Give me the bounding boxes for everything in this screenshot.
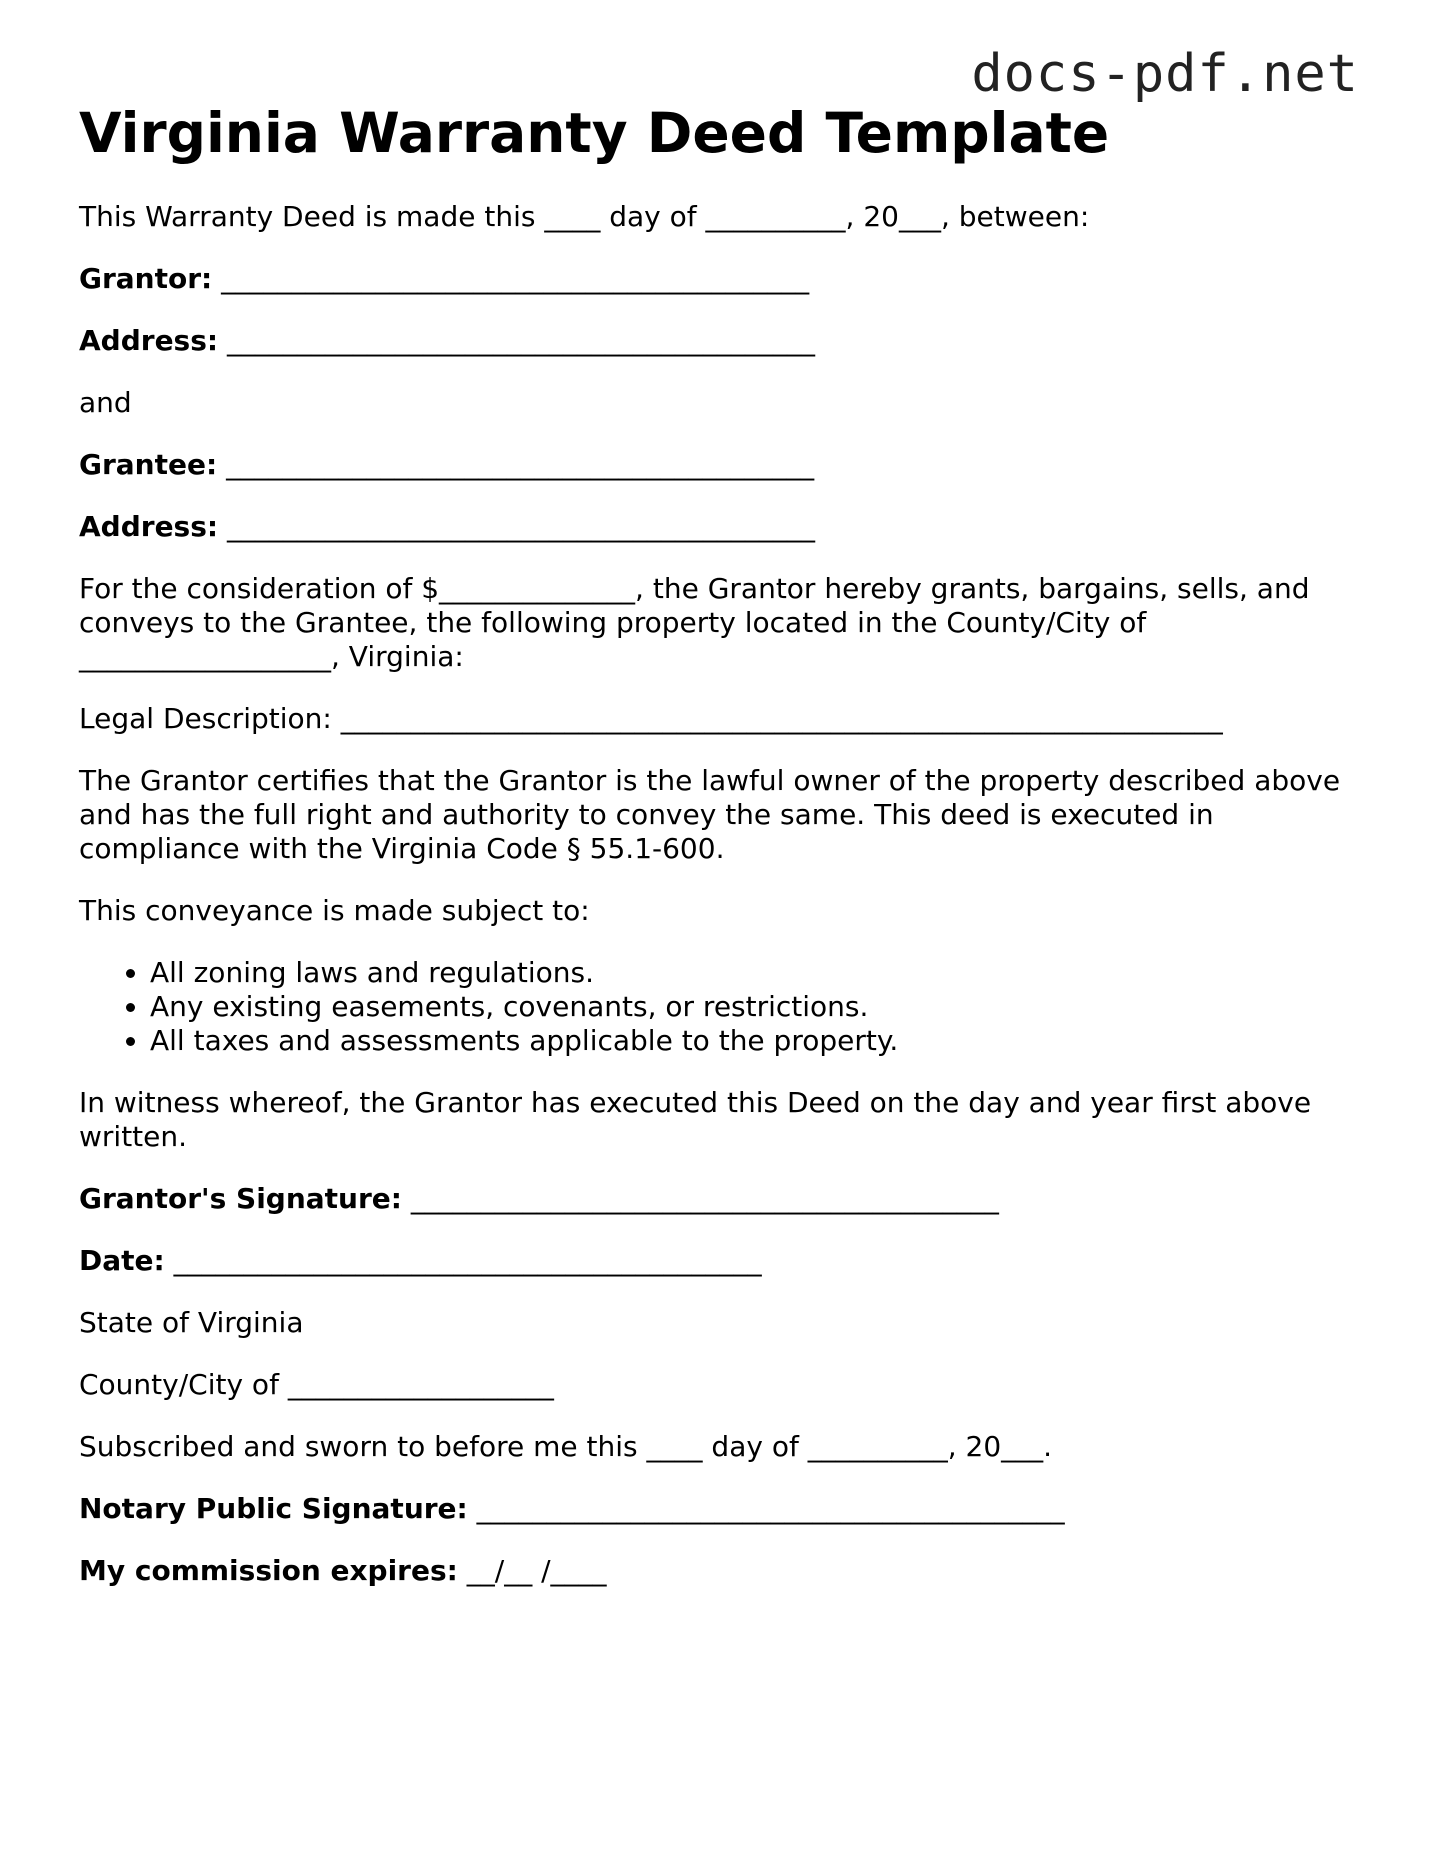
commission-field [79, 1554, 1369, 1588]
grantor-signature-field [79, 1182, 1369, 1216]
page-title: Virginia Warranty Deed Template [79, 101, 1110, 165]
intro-paragraph: This Warranty Deed is made this ____ day of __________, 20___, between: [79, 200, 1090, 233]
document-body [79, 100, 1369, 1616]
conditions-list [79, 956, 1369, 1058]
state-text: State of Virginia [79, 1306, 304, 1339]
date-label: Date: [79, 1244, 165, 1277]
grantee-address-label: Address: [79, 510, 219, 543]
grantee-address-field [79, 510, 1369, 544]
witness-paragraph: In witness whereof, the Grantor has executed this Deed on the day and year first above written. [79, 1086, 1312, 1153]
list-item: • Any existing easements, covenants, or restrictions. [150, 990, 1369, 1024]
consideration-paragraph: For the consideration of $______________, the Grantor hereby grants, bargains, sells, and conveys to the Grantee, the following property located in the County/City of __________________, Virginia: [79, 572, 1310, 673]
grantee-blank: __________________________________________ [226, 448, 815, 481]
grantor-blank: __________________________________________ [221, 262, 810, 295]
list-item: • All taxes and assessments applicable to the property. [150, 1024, 1369, 1058]
certification-paragraph: The Grantor certifies that the Grantor is the lawful owner of the property described above and has the full right and authority to convey the same. This deed is executed in compliance with the Virginia Code § 55.1-600. [79, 764, 1341, 865]
grantee-label: Grantee: [79, 448, 218, 481]
notary-signature-blank: __________________________________________ [476, 1492, 1065, 1525]
grantor-address-blank: __________________________________________ [227, 324, 815, 357]
watermark: docs-pdf.net [971, 44, 1359, 104]
grantee-address-blank: __________________________________________ [227, 510, 815, 543]
grantor-address-label: Address: [79, 324, 219, 357]
and-text: and [79, 386, 132, 419]
list-item: • All zoning laws and regulations. [150, 956, 1369, 990]
subject-intro: This conveyance is made subject to: [79, 894, 590, 927]
grantor-field [79, 262, 1369, 296]
legal-description: Legal Description: _______________________________________________________________ [79, 702, 1223, 735]
grantee-field [79, 448, 1369, 482]
commission-blank: __/__ /____ [466, 1554, 607, 1587]
notary-signature-label: Notary Public Signature: [79, 1492, 468, 1525]
grantor-signature-label: Grantor's Signature: [79, 1182, 402, 1215]
county-field: County/City of ___________________ [79, 1368, 554, 1401]
notary-signature-field [79, 1492, 1369, 1526]
commission-label: My commission expires: [79, 1554, 458, 1587]
subscribed-text: Subscribed and sworn to before me this ____ day of __________, 20___. [79, 1430, 1053, 1463]
grantor-label: Grantor: [79, 262, 213, 295]
grantor-signature-blank: __________________________________________ [410, 1182, 999, 1215]
date-blank: __________________________________________ [173, 1244, 762, 1277]
grantor-address-field [79, 324, 1369, 358]
date-field [79, 1244, 1369, 1278]
